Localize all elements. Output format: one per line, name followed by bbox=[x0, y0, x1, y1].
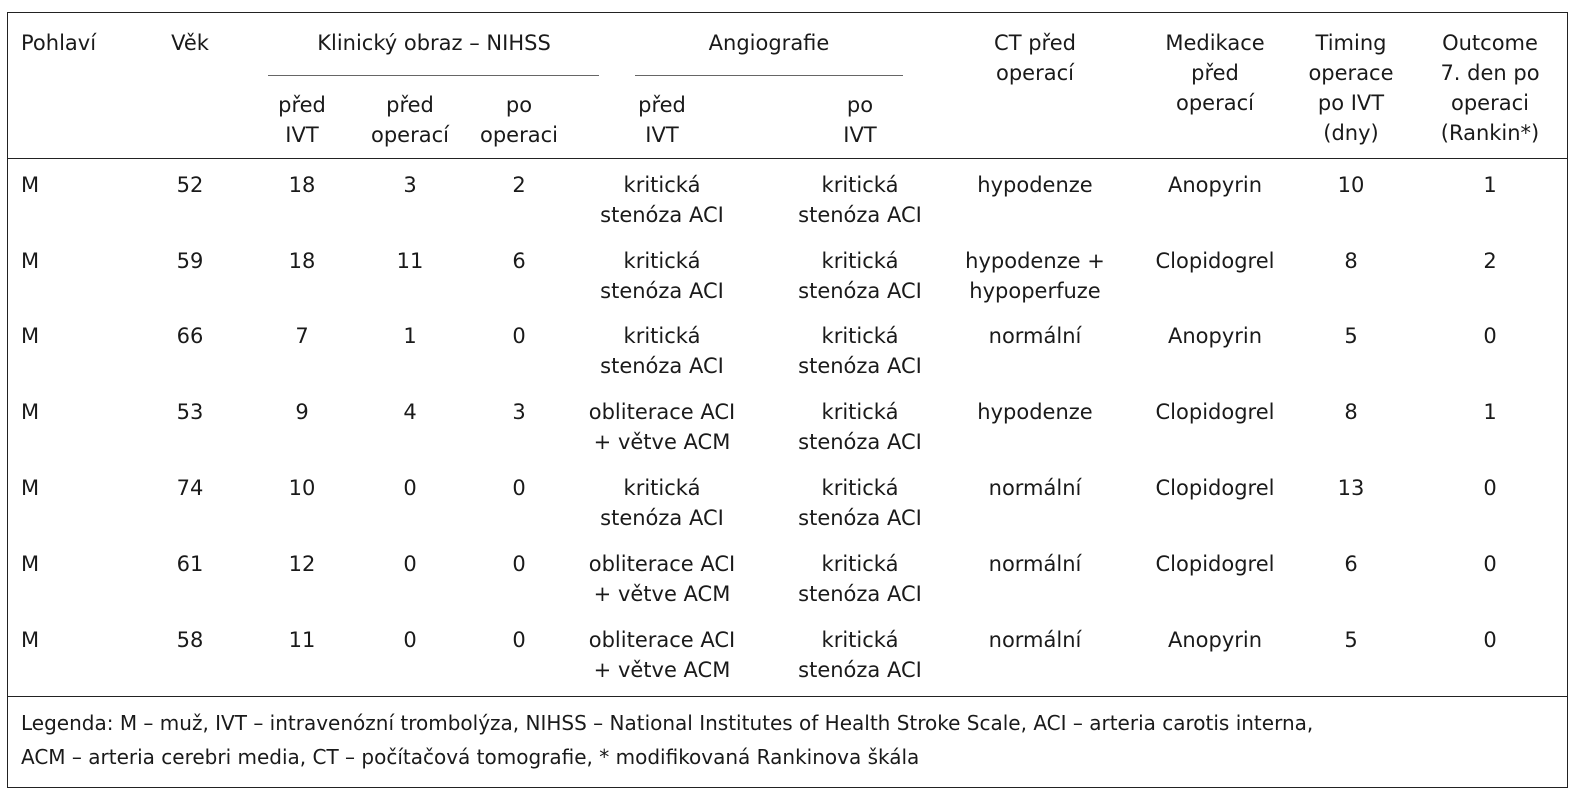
table-cell: 5 bbox=[1344, 324, 1358, 348]
col-header-medication: Medikace před operací bbox=[1165, 31, 1265, 115]
legend-line-1: Legenda: M – muž, IVT – intravenózní trombolýza, NIHSS – National Institutes of Health Stroke Scale, ACI – arteria carotis interna, bbox=[21, 711, 1314, 735]
table-cell: kritická stenóza ACI bbox=[600, 173, 724, 227]
table-cell: Clopidogrel bbox=[1155, 552, 1275, 576]
table-cell: M bbox=[21, 400, 40, 424]
col-header-ct: CT před operací bbox=[994, 31, 1076, 85]
table-cell: kritická stenóza ACI bbox=[798, 249, 922, 303]
table-cell: 6 bbox=[512, 249, 526, 273]
table-cell: hypodenze bbox=[977, 400, 1093, 424]
table-cell: 10 bbox=[1337, 173, 1365, 197]
table-cell: 0 bbox=[512, 476, 526, 500]
legend-line-2: ACM – arteria cerebri media, CT – počítačová tomografie, * modifikovaná Rankinova škála bbox=[21, 745, 920, 769]
col-subheader-angiography: po IVT bbox=[843, 93, 877, 147]
table-cell: 6 bbox=[1344, 552, 1358, 576]
table-cell: 74 bbox=[176, 476, 204, 500]
table-cell: 0 bbox=[512, 552, 526, 576]
table-cell: normální bbox=[988, 552, 1082, 576]
col-header-outcome: Outcome 7. den po operaci (Rankin*) bbox=[1440, 31, 1540, 145]
table-cell: 0 bbox=[1483, 324, 1497, 348]
table-cell: 1 bbox=[1483, 173, 1497, 197]
table-cell: Clopidogrel bbox=[1155, 476, 1275, 500]
table-cell: 53 bbox=[176, 400, 204, 424]
table-cell: 58 bbox=[176, 628, 204, 652]
col-group-clinical: Klinický obraz – NIHSS bbox=[317, 31, 551, 55]
table-cell: 59 bbox=[176, 249, 204, 273]
table-cell: kritická stenóza ACI bbox=[798, 324, 922, 378]
col-subheader-clinical: před operací bbox=[371, 93, 449, 147]
table-cell: 8 bbox=[1344, 249, 1358, 273]
table-cell: kritická stenóza ACI bbox=[798, 552, 922, 606]
table-cell: 11 bbox=[396, 249, 424, 273]
table-cell: M bbox=[21, 552, 40, 576]
table-cell: normální bbox=[988, 324, 1082, 348]
table-cell: 9 bbox=[295, 400, 309, 424]
table-cell: 18 bbox=[288, 173, 316, 197]
table-cell: 18 bbox=[288, 249, 316, 273]
header-rule bbox=[8, 158, 1567, 159]
table-cell: 12 bbox=[288, 552, 316, 576]
table-cell: Anopyrin bbox=[1167, 324, 1263, 348]
table-cell: kritická stenóza ACI bbox=[798, 400, 922, 454]
col-header-timing: Timing operace po IVT (dny) bbox=[1308, 31, 1394, 145]
table-cell: 10 bbox=[288, 476, 316, 500]
table-cell: kritická stenóza ACI bbox=[798, 476, 922, 530]
table-cell: kritická stenóza ACI bbox=[600, 476, 724, 530]
table-cell: 61 bbox=[176, 552, 204, 576]
table-cell: 0 bbox=[403, 476, 417, 500]
col-header-sex: Pohlaví bbox=[21, 31, 97, 55]
table-cell: 2 bbox=[512, 173, 526, 197]
table-cell: 8 bbox=[1344, 400, 1358, 424]
table-cell: 13 bbox=[1337, 476, 1365, 500]
table-cell: Anopyrin bbox=[1167, 628, 1263, 652]
table-cell: normální bbox=[988, 476, 1082, 500]
table-cell: 1 bbox=[403, 324, 417, 348]
table-cell: Clopidogrel bbox=[1155, 249, 1275, 273]
table-cell: 7 bbox=[295, 324, 309, 348]
table-cell: kritická stenóza ACI bbox=[600, 324, 724, 378]
body-bottom-rule bbox=[8, 696, 1567, 697]
table-cell: obliterace ACI + větve ACM bbox=[588, 552, 736, 606]
table-legend bbox=[21, 706, 1313, 774]
table-cell: M bbox=[21, 324, 40, 348]
table-cell: kritická stenóza ACI bbox=[600, 249, 724, 303]
col-subheader-clinical: po operaci bbox=[480, 93, 558, 147]
table-cell: M bbox=[21, 628, 40, 652]
table-cell: 5 bbox=[1344, 628, 1358, 652]
table-cell: 1 bbox=[1483, 400, 1497, 424]
col-group-angiography: Angiografie bbox=[708, 31, 830, 55]
table-cell: M bbox=[21, 249, 40, 273]
table-cell: Clopidogrel bbox=[1155, 400, 1275, 424]
table-cell: Anopyrin bbox=[1167, 173, 1263, 197]
table-cell: 0 bbox=[1483, 552, 1497, 576]
col-subheader-angiography: před IVT bbox=[638, 93, 686, 147]
angiography-group-underline bbox=[635, 75, 903, 76]
table-cell: 4 bbox=[403, 400, 417, 424]
table-cell: 0 bbox=[403, 552, 417, 576]
table-cell: 52 bbox=[176, 173, 204, 197]
table-cell: kritická stenóza ACI bbox=[798, 173, 922, 227]
table-cell: 11 bbox=[288, 628, 316, 652]
table-cell: 0 bbox=[512, 324, 526, 348]
table-cell: 0 bbox=[403, 628, 417, 652]
table-cell: obliterace ACI + větve ACM bbox=[588, 628, 736, 682]
table-cell: 0 bbox=[1483, 628, 1497, 652]
col-header-age: Věk bbox=[171, 31, 209, 55]
clinical-group-underline bbox=[268, 75, 599, 76]
table-cell: 0 bbox=[1483, 476, 1497, 500]
table-cell: M bbox=[21, 476, 40, 500]
table-cell: 0 bbox=[512, 628, 526, 652]
col-subheader-clinical: před IVT bbox=[278, 93, 326, 147]
table-cell: M bbox=[21, 173, 40, 197]
table-cell: hypodenze bbox=[977, 173, 1093, 197]
table-cell: 66 bbox=[176, 324, 204, 348]
table-cell: 2 bbox=[1483, 249, 1497, 273]
table-cell: hypodenze + hypoperfuze bbox=[965, 249, 1105, 303]
table-cell: obliterace ACI + větve ACM bbox=[588, 400, 736, 454]
table-cell: 3 bbox=[403, 173, 417, 197]
table-cell: normální bbox=[988, 628, 1082, 652]
table-cell: kritická stenóza ACI bbox=[798, 628, 922, 682]
table-cell: 3 bbox=[512, 400, 526, 424]
